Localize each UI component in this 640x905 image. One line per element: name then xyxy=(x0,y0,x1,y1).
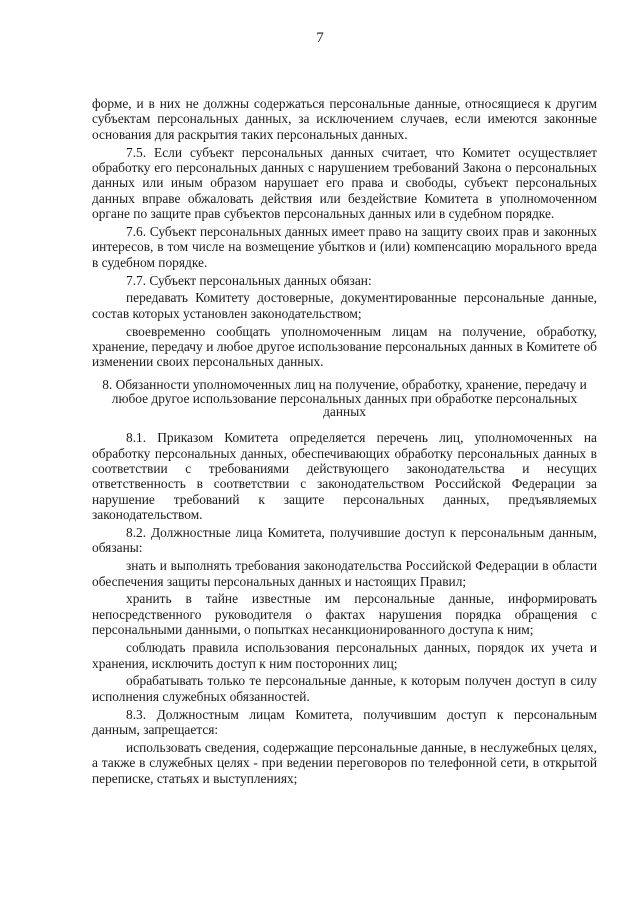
document-body xyxy=(92,96,597,788)
page-number: 7 xyxy=(316,30,324,46)
section-heading: 8. Обязанности уполномоченных лиц на получение, обработку, хранение, передачу и любое другое использование персональных данных при обработке персональных данных xyxy=(102,376,587,420)
paragraph: использовать сведения, содержащие персональные данные, в неслужебных целях, а также в служебных целях - при ведении переговоров по телефонной сети, в открытой переписке, статьях и выступлениях; xyxy=(92,739,597,786)
paragraph: соблюдать правила использования персональных данных, порядок их учета и хранения, исключить доступ к ним посторонних лиц; xyxy=(92,640,597,671)
paragraph: передавать Комитету достоверные, документированные персональные данные, состав которых установлен законодательством; xyxy=(92,290,597,321)
paragraph: хранить в тайне известные им персональные данные, информировать непосредственного руководителя о фактах нарушения порядка обращения с персональными данными, о попытках несанкционированного доступа к ним; xyxy=(92,591,597,638)
paragraph: 8.2. Должностные лица Комитета, получившие доступ к персональным данным, обязаны: xyxy=(92,525,597,556)
paragraph: 7.6. Субъект персональных данных имеет право на защиту своих прав и законных интересов, в том числе на возмещение убытков и (или) компенсацию морального вреда в судебном порядке. xyxy=(92,224,597,270)
paragraph: 7.5. Если субъект персональных данных считает, что Комитет осуществляет обработку его персональных данных с нарушением требований Закона о персональных данных или иным образом нарушает его права и свободы, субъект персональных данных вправе обжаловать действия или бездействие Комитета в уполномоченном органе по защите прав субъектов персональных данных или в судебном порядке. xyxy=(92,144,597,222)
paragraph: форме, и в них не должны содержаться персональные данные, относящиеся к другим субъектам персональных данных, за исключением случаев, если имеются законные основания для раскрытия таких персональных данных. xyxy=(92,96,597,142)
paragraph: знать и выполнять требования законодательства Российской Федерации в области обеспечения защиты персональных данных и настоящих Правил; xyxy=(92,558,597,589)
paragraph: 8.1. Приказом Комитета определяется перечень лиц, уполномоченных на обработку персональных данных, обеспечивающих обработку персональных данных в соответствии с требованиями действующего законодательства и несущих ответственность в соответствии с законодательством Российской Федерации за нарушение требований к защите персональных данных, предъявляемых законодательством. xyxy=(92,430,597,523)
paragraph: своевременно сообщать уполномоченным лицам на получение, обработку, хранение, передачу и любое другое использование персональных данных в Комитете об изменении своих персональных данных. xyxy=(92,323,597,370)
paragraph: 8.3. Должностным лицам Комитета, получившим доступ к персональным данным, запрещается: xyxy=(92,706,597,737)
paragraph: 7.7. Субъект персональных данных обязан: xyxy=(126,272,372,288)
paragraph: обрабатывать только те персональные данные, к которым получен доступ в силу исполнения служебных обязанностей. xyxy=(92,673,597,704)
